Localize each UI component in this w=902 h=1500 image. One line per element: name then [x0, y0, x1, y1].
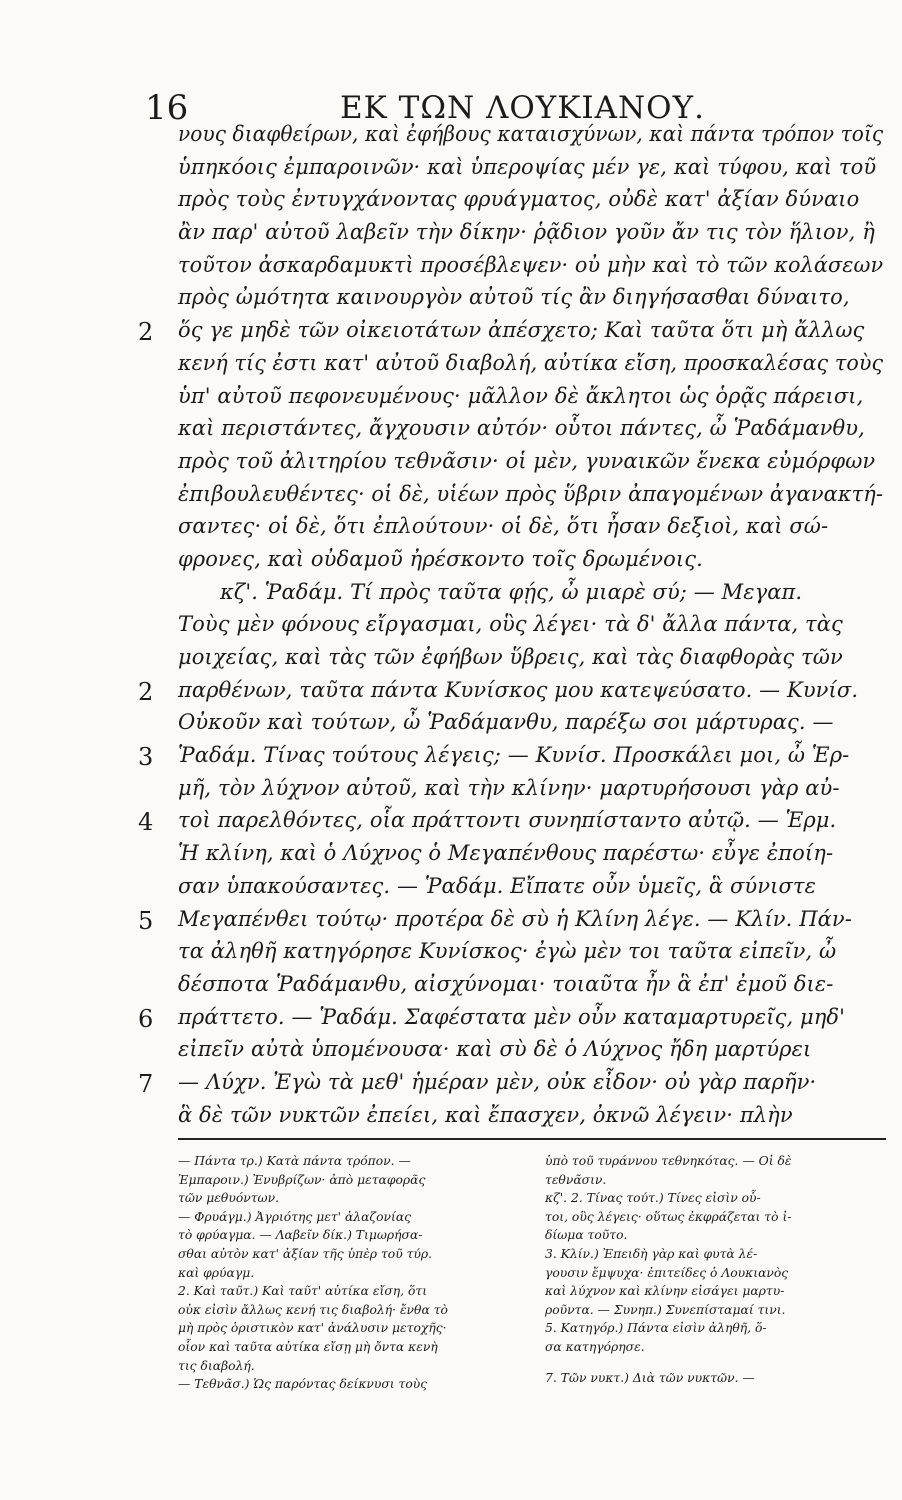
footnote-line: καὶ φρύαγμ. — [178, 1264, 255, 1280]
line-text: Μεγαπένθει τούτῳ· προτέρα δὲ σὺ ἡ Κλίνη λέγε. — Κλίν. Πάν- — [178, 906, 852, 931]
footnote-line: — Φρυάγμ.) Ἀγριότης μετ' ἀλαζονίας — [178, 1208, 412, 1224]
line-text: ἂν παρ' αὐτοῦ λαβεῖν τὴν δίκην· ῥᾷδιον γοῦν ἄν τις τὸν ἥλιον, ἢ — [178, 220, 875, 245]
text-line — [0, 449, 902, 482]
footnote-line: τις διαβολή. — [178, 1357, 255, 1373]
text-line — [0, 351, 902, 384]
footnote-line: ὑπὸ τοῦ τυράννου τεθνηκότας. — Οἱ δὲ — [545, 1153, 792, 1168]
line-text: πρὸς ὠμότητα καινουργὸν αὐτοῦ τίς ἂν διηγήσασθαι δύναιτο, — [178, 285, 850, 310]
main-text — [0, 122, 902, 1135]
text-line — [0, 1103, 902, 1136]
footnote-line: μὴ πρὸς ὁριστικὸν κατ' ἀνάλυσιν μετοχῆς· — [178, 1320, 447, 1336]
text-line — [0, 253, 902, 286]
text-line — [0, 645, 902, 678]
line-text: Τοὺς μὲν φόνους εἴργασμαι, οὓς λέγει· τὰ δ' ἄλλα πάντα, τὰς — [178, 612, 843, 637]
line-text: Ἡ κλίνη, καὶ ὁ Λύχνος ὁ Μεγαπένθους παρέστω· εὖγε ἐποίη- — [178, 841, 834, 866]
line-text: δέσποτα Ῥαδάμανθυ, αἰσχύνομαι· τοιαῦτα ἦν ἃ ἐπ' ἐμοῦ διε- — [178, 971, 834, 996]
section-number: 3 — [138, 743, 154, 772]
section-number: 5 — [138, 906, 154, 935]
line-text: — Λύχν. Ἐγὼ τὰ μεθ' ἡμέραν μὲν, οὐκ εἶδον· οὐ γὰρ παρῆν· — [178, 1069, 817, 1094]
text-line — [0, 1070, 902, 1103]
text-line — [0, 285, 902, 318]
line-text: φρονες, καὶ οὐδαμοῦ ἠρέσκοντο τοῖς δρωμένοις. — [178, 546, 703, 571]
line-text: ὅς γε μηδὲ τῶν οἰκειοτάτων ἀπέσχετο; Καὶ ταῦτα ὅτι μὴ ἄλλως — [178, 318, 865, 343]
section-number: 7 — [138, 1069, 154, 1098]
footnote-line: 7. Τῶν νυκτ.) Διὰ τῶν νυκτῶν. — — [545, 1369, 755, 1385]
footnote-line: τοι, οὓς λέγεις· οὕτως ἐκφράζεται τὸ ἰ- — [545, 1208, 792, 1224]
line-text: Ῥαδάμ. Τίνας τούτους λέγεις; — Κυνίσ. Προσκάλει μοι, ὦ Ἑρ- — [178, 743, 850, 768]
text-line — [0, 612, 902, 645]
line-text: μῆ, τὸν λύχνον αὐτοῦ, καὶ τὴν κλίνην· μαρτυρήσουσι γὰρ αὐ- — [178, 775, 840, 800]
section-number: 2 — [138, 677, 154, 706]
line-text: καὶ περιστάντες, ἄγχουσιν αὐτόν· οὗτοι πάντες, ὦ Ῥαδάμανθυ, — [178, 416, 865, 441]
text-line — [0, 482, 902, 515]
text-line — [0, 808, 902, 841]
footnote-line: οἷον καὶ ταῦτα αὐτίκα εἴσῃ μὴ ὄντα κενὴ — [178, 1338, 438, 1354]
text-line — [0, 939, 902, 972]
text-line — [0, 874, 902, 907]
footnote-line: 3. Κλίν.) Ἐπειδὴ γὰρ καὶ φυτὰ λέ- — [545, 1245, 758, 1261]
footnote-line: καὶ λύχνον καὶ κλίνην εἰσάγει μαρτυ- — [545, 1283, 785, 1299]
text-line — [0, 580, 902, 613]
line-text: κενή τίς ἐστι κατ' αὐτοῦ διαβολή, αὐτίκα εἴση, προσκαλέσας τοὺς — [178, 350, 884, 375]
footnote-line: 5. Κατηγόρ.) Πάντα εἰσὶν ἀληθῆ, ὅ- — [545, 1320, 767, 1336]
line-text: ἐπιβουλευθέντες· οἱ δὲ, υἱέων πρὸς ὕβριν ἀπαγομένων ἀγανακτή- — [178, 481, 884, 506]
footnotes-left-column — [178, 1152, 538, 1394]
footnote-line: οὐκ εἰσὶν ἄλλως κενή τις διαβολή· ἔνθα τὸ — [178, 1301, 448, 1317]
text-line — [0, 416, 902, 449]
line-text: τοὶ παρελθόντες, οἷα πράττοντι συνηπίσταντο αὐτῷ. — Ἑρμ. — [178, 808, 837, 833]
line-text: παρθένων, ταῦτα πάντα Κυνίσκος μου κατεψεύσατο. — Κυνίσ. — [178, 677, 859, 702]
line-text: σαν ὑπακούσαντες. — Ῥαδάμ. Εἴπατε οὖν ὑμεῖς, ἃ σύνιστε — [178, 873, 817, 898]
footnotes-right-column — [545, 1152, 902, 1387]
text-line — [0, 841, 902, 874]
footnote-line: Ἐμπαροιν.) Ἐνυβρίζων· ἀπὸ μεταφορᾶς — [178, 1171, 426, 1187]
text-line — [0, 776, 902, 809]
page-number: 16 — [145, 88, 189, 128]
section-number: 4 — [138, 808, 154, 837]
text-line — [0, 972, 902, 1005]
line-text: μοιχείας, καὶ τὰς τῶν ἐφήβων ὕβρεις, καὶ τὰς διαφθορὰς τῶν — [178, 645, 843, 669]
text-line — [0, 384, 902, 417]
running-head: ΕΚ ΤΩΝ ΛΟΥΚΙΑΝΟΥ. — [340, 90, 705, 126]
footnote-line: — Τεθνᾶσ.) Ὡς παρόντας δείκνυσι τοὺς — [178, 1376, 428, 1392]
section-number: 2 — [138, 318, 154, 347]
footnote-line: σα κατηγόρησε. — [545, 1338, 645, 1354]
footnote-line: 2. Καὶ ταῦτ.) Καὶ ταῦτ' αὐτίκα εἴση, ὅτι — [178, 1283, 428, 1299]
text-line — [0, 1037, 902, 1070]
text-line — [0, 122, 902, 155]
line-text: νους διαφθείρων, καὶ ἐφήβους καταισχύνων, καὶ πάντα τρόπον τοῖς — [178, 122, 884, 146]
text-line — [0, 547, 902, 580]
footnote-line: τῶν μεθυόντων. — [178, 1190, 280, 1206]
line-text: ὑπηκόοις ἐμπαροινῶν· καὶ ὑπεροψίας μέν γε, καὶ τύφου, καὶ τοῦ — [178, 154, 877, 179]
line-text: τοῦτον ἀσκαρδαμυκτὶ προσέβλεψεν· οὐ μὴν καὶ τὸ τῶν κολάσεων — [178, 252, 884, 277]
text-line — [0, 318, 902, 351]
text-line — [0, 514, 902, 547]
line-text: τα ἀληθῆ κατηγόρησε Κυνίσκος· ἐγὼ μὲν τοι ταῦτα εἰπεῖν, ὦ — [178, 939, 837, 964]
line-text: ὑπ' αὐτοῦ πεφονευμένους· μᾶλλον δὲ ἄκλητοι ὡς ὁρᾷς πάρεισι, — [178, 383, 864, 408]
footnote-line: τεθνᾶσιν. — [545, 1171, 607, 1187]
text-line — [0, 220, 902, 253]
text-line — [0, 187, 902, 220]
footnote-line: γουσιν ἔμψυχα· ἐπιτείδες ὁ Λουκιανὸς — [545, 1264, 789, 1280]
line-text: εἰπεῖν αὐτὰ ὑπομένουσα· καὶ σὺ δὲ ὁ Λύχνος ἤδη μαρτύρει — [178, 1037, 812, 1062]
footnote-line: τὸ φρύαγμα. — Λαβεῖν δίκ.) Τιμωρήσα- — [178, 1227, 423, 1243]
text-line — [0, 155, 902, 188]
footnote-line: δίωμα τοῦτο. — [545, 1227, 628, 1243]
line-text: σαντες· οἱ δὲ, ὅτι ἐπλούτουν· οἱ δὲ, ὅτι ἦσαν δεξιοὶ, καὶ σώ- — [178, 514, 829, 539]
line-text: πρὸς τοὺς ἐντυγχάνοντας φρυάγματος, οὐδὲ κατ' ἀξίαν δύναιο — [178, 187, 860, 212]
section-number: 6 — [138, 1004, 154, 1033]
text-line — [0, 1005, 902, 1038]
text-line — [0, 743, 902, 776]
footnote-line: ροῦντα. — Συνηπ.) Συνεπίσταμαί τινι. — [545, 1301, 786, 1317]
footnote-line: κζ'. 2. Τίνας τούτ.) Τίνες εἰσὶν οὗ- — [545, 1190, 761, 1206]
footnote-rule — [178, 1138, 886, 1140]
line-text: πρὸς τοῦ ἀλιτηρίου τεθνᾶσιν· οἱ μὲν, γυναικῶν ἕνεκα εὐμόρφων — [178, 448, 876, 473]
line-text: κζ'. Ῥαδάμ. Τί πρὸς ταῦτα φῄς, ὦ μιαρὲ σύ; — Μεγαπ. — [220, 579, 803, 604]
text-line — [0, 710, 902, 743]
text-line — [0, 678, 902, 711]
footnote-line: σθαι αὐτὸν κατ' ἀξίαν τῆς ὑπὲρ τοῦ τύρ. — [178, 1245, 433, 1261]
line-text: πράττετο. — Ῥαδάμ. Σαφέστατα μὲν οὖν καταμαρτυρεῖς, μηδ' — [178, 1004, 846, 1029]
footnote-line: — Πάντα τρ.) Κατὰ πάντα τρόπον. — — [178, 1153, 411, 1168]
line-text: ἃ δὲ τῶν νυκτῶν ἐπείει, καὶ ἔπασχεν, ὀκνῶ λέγειν· πλὴν — [178, 1102, 793, 1127]
text-line — [0, 907, 902, 940]
line-text: Οὐκοῦν καὶ τούτων, ὦ Ῥαδάμανθυ, παρέξω σοι μάρτυρας. — — [178, 710, 834, 735]
